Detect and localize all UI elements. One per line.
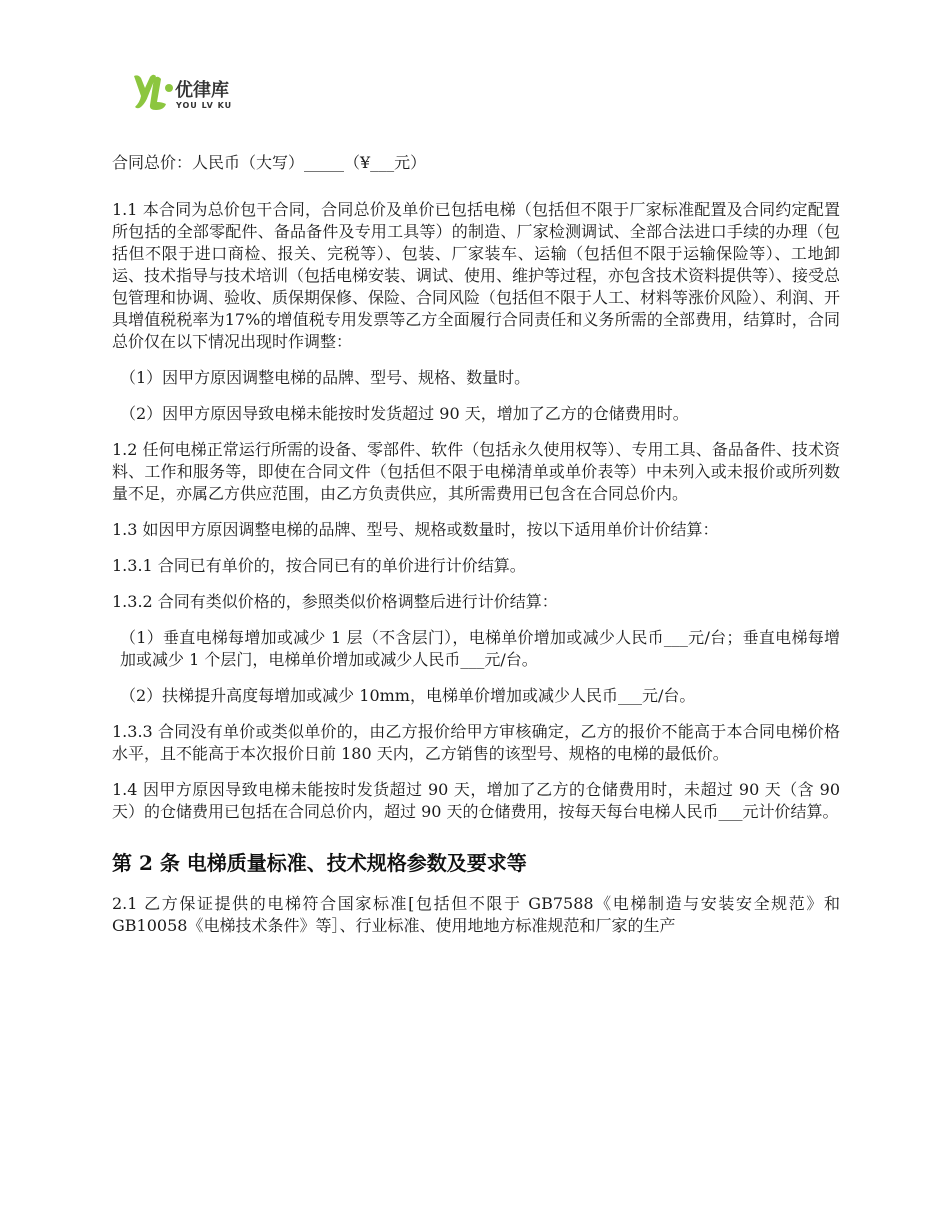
logo bbox=[132, 72, 292, 116]
clause-1-3-2-item-1: （1）垂直电梯每增加或减少 1 层（不含层门），电梯单价增加或减少人民币___元/台；垂直电梯每增加或减少 1 个层门，电梯单价增加或减少人民币___元/台。 bbox=[120, 628, 840, 669]
clause-1-2: 1.2 任何电梯正常运行所需的设备、零部件、软件（包括永久使用权等）、专用工具、备品备件、技术资料、工作和服务等，即使在合同文件（包括但不限于电梯清单或单价表等）中未列入或未报价或所列数量不足，亦属乙方供应范围，由乙方负责供应，其所需费用已包含在合同总价内。 bbox=[112, 440, 840, 503]
clause-1-3-2-item-2: （2）扶梯提升高度每增加或减少 10mm，电梯单价增加或减少人民币___元/台。 bbox=[120, 686, 696, 705]
clause-1-1: 1.1 本合同为总价包干合同，合同总价及单价已包括电梯（包括但不限于厂家标准配置及合同约定配置所包括的全部零配件、备品备件及专用工具等）的制造、厂家检测调试、全部合法进口手续的办理（包括但不限于进口商检、报关、完税等）、包装、厂家装车、运输（包括但不限于运输保险等）、工地卸运、技术指导与技术培训（包括电梯安装、调试、使用、维护等过程，亦包含技术资料提供等）、接受总包管理和协调、验收、质保期保修、保险、合同风险（包括但不限于人工、材料等涨价风险）、利润、开具增值税税率为17%的增值税专用发票等乙方全面履行合同责任和义务所需的全部费用，结算时，合同总价仅在以下情况出现时作调整： bbox=[112, 200, 841, 351]
clause-1-3: 1.3 如因甲方原因调整电梯的品牌、型号、规格或数量时，按以下适用单价计价结算： bbox=[112, 520, 719, 539]
logo-mark-icon bbox=[132, 72, 174, 114]
document-body bbox=[112, 152, 840, 937]
clause-2-1: 2.1 乙方保证提供的电梯符合国家标准[包括但不限于 GB7588《电梯制造与安装安全规范》和 GB10058《电梯技术条件》等］、行业标准、使用地地方标准规范和厂家的生产 bbox=[112, 894, 840, 935]
clause-1-1-item-2: （2）因甲方原因导致电梯未能按时发货超过 90 天，增加了乙方的仓储费用时。 bbox=[120, 404, 689, 423]
clause-1-3-3: 1.3.3 合同没有单价或类似单价的，由乙方报价给甲方审核确定，乙方的报价不能高于本合同电梯价格水平，且不能高于本次报价日前 180 天内，乙方销售的该型号、规格的电梯的最低价。 bbox=[112, 722, 840, 763]
clause-1-3-1: 1.3.1 合同已有单价的，按合同已有的单价进行计价结算。 bbox=[112, 556, 526, 575]
logo-english-name: YOU LV KU bbox=[176, 101, 233, 110]
logo-chinese-name: 优律库 bbox=[175, 80, 229, 101]
clause-1-4: 1.4 因甲方原因导致电梯未能按时发货超过 90 天，增加了乙方的仓储费用时，未超过 90 天（含 90 天）的仓储费用已包括在合同总价内，超过 90 天的仓储费用，按每天每台电梯人民币___元计价结算。 bbox=[112, 780, 840, 821]
clause-1-1-item-1: （1）因甲方原因调整电梯的品牌、型号、规格、数量时。 bbox=[120, 368, 531, 387]
section-2-heading: 第 2 条 电梯质量标准、技术规格参数及要求等 bbox=[112, 851, 527, 875]
total-price-line: 合同总价：人民币（大写）_____（¥___元） bbox=[112, 153, 427, 172]
clause-1-3-2: 1.3.2 合同有类似价格的，参照类似价格调整后进行计价结算： bbox=[112, 592, 558, 611]
